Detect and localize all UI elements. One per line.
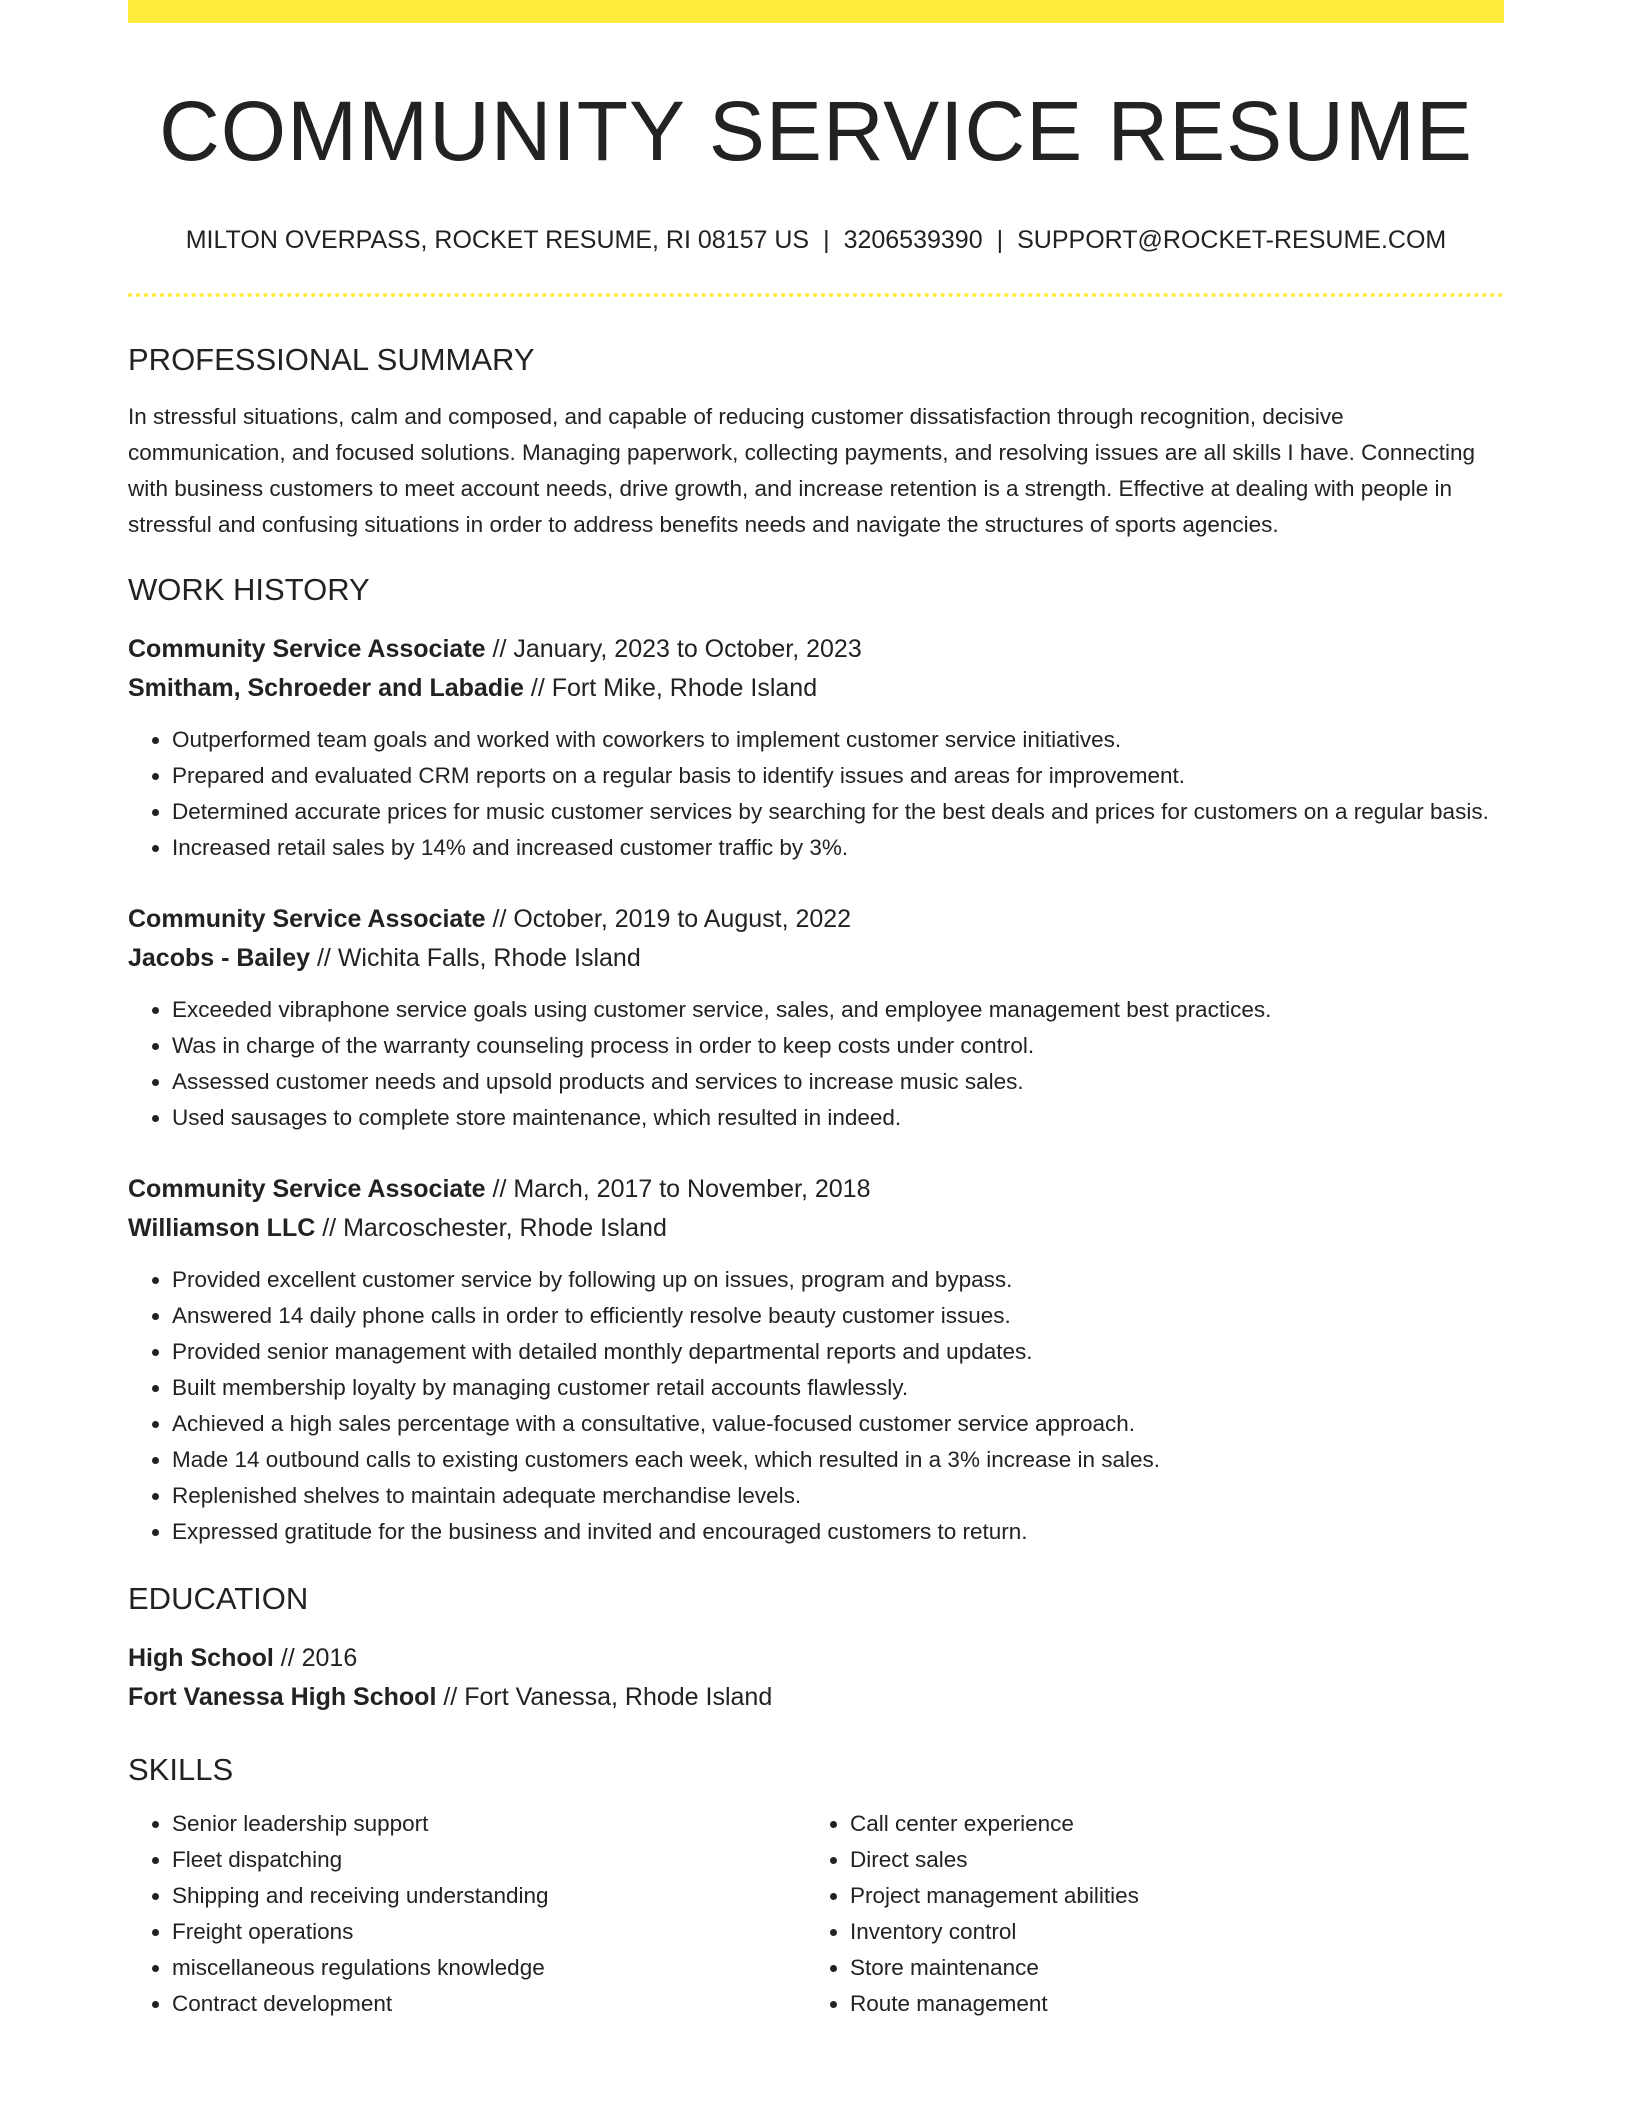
job-bullet: • Outperformed team goals and worked with coworkers to implement customer service initiatives. (172, 722, 1504, 758)
work-history-heading: WORK HISTORY (128, 571, 370, 607)
job-bullet: • Built membership loyalty by managing customer retail accounts flawlessly. (172, 1370, 1504, 1406)
contact-email[interactable]: SUPPORT@ROCKET-RESUME.COM (1017, 226, 1447, 255)
job-company-line (128, 669, 1504, 708)
job-bullet: • Was in charge of the warranty counseling process in order to keep costs under control. (172, 1028, 1504, 1064)
job-bullet: • Used sausages to complete store maintenance, which resulted in indeed. (172, 1100, 1504, 1136)
education-entry (128, 1639, 1504, 1717)
job-bullet: • Replenished shelves to maintain adequate merchandise levels. (172, 1478, 1504, 1514)
skill-item: • Freight operations (172, 1914, 806, 1950)
job-bullet: • Exceeded vibraphone service goals using customer service, sales, and employee management best practices. (172, 992, 1504, 1028)
job-role-line (128, 630, 1504, 669)
job-company: Smitham, Schroeder and Labadie (128, 673, 524, 702)
job-bullet: • Provided senior management with detailed monthly departmental reports and updates. (172, 1334, 1504, 1370)
job-role: Community Service Associate (128, 1174, 486, 1203)
summary-text: In stressful situations, calm and composed, and capable of reducing customer dissatisfaction through recognition, decisive communication, and focused solutions. Managing paperwork, collecting payments, and resolving issues are all skills I have. Connecting with business customers to meet account needs, drive growth, and increase retention is a strength. Effective at dealing with people in stressful and confusing situations in order to address benefits needs and navigate the structures of sports agencies. (128, 403, 1475, 537)
skill-item: • Route management (850, 1986, 1484, 2022)
skill-item: • Shipping and receiving understanding (172, 1878, 806, 1914)
job-bullet: • Assessed customer needs and upsold products and services to increase music sales. (172, 1064, 1504, 1100)
job-entry (128, 630, 1504, 866)
resume-title: COMMUNITY SERVICE RESUME (159, 84, 1473, 178)
summary-heading: PROFESSIONAL SUMMARY (128, 342, 535, 378)
header-divider (128, 293, 1504, 297)
job-role-line (128, 1170, 1504, 1209)
skills-left-column (128, 1806, 806, 2022)
job-company: Williamson LLC (128, 1213, 316, 1242)
job-bullet: • Achieved a high sales percentage with a consultative, value-focused customer service approach. (172, 1406, 1504, 1442)
job-bullet: • Increased retail sales by 14% and increased customer traffic by 3%. (172, 830, 1504, 866)
job-bullet: • Expressed gratitude for the business and invited and encouraged customers to return. (172, 1514, 1504, 1550)
job-bullet: • Prepared and evaluated CRM reports on a regular basis to identify issues and areas for improvement. (172, 758, 1504, 794)
education-school: Fort Vanessa High School (128, 1682, 437, 1711)
skill-item: • Fleet dispatching (172, 1842, 806, 1878)
job-role: Community Service Associate (128, 634, 486, 663)
job-bullet: • Made 14 outbound calls to existing customers each week, which resulted in a 3% increase in sales. (172, 1442, 1504, 1478)
job-company-line (128, 1209, 1504, 1248)
job-entry (128, 900, 1504, 1136)
job-dates: // October, 2019 to August, 2022 (485, 904, 852, 933)
skill-item: • Contract development (172, 1986, 806, 2022)
resume-page (128, 0, 1504, 2022)
job-company: Jacobs - Bailey (128, 943, 311, 972)
education-heading: EDUCATION (128, 1580, 309, 1616)
job-bullet: • Determined accurate prices for music customer services by searching for the best deals and prices for customers on a regular basis. (172, 794, 1504, 830)
skill-item: • miscellaneous regulations knowledge (172, 1950, 806, 1986)
job-bullets (128, 992, 1504, 1136)
skill-item: • Call center experience (850, 1806, 1484, 1842)
skill-item: • Store maintenance (850, 1950, 1484, 1986)
skill-item: • Senior leadership support (172, 1806, 806, 1842)
job-dates: // January, 2023 to October, 2023 (485, 634, 862, 663)
skill-item: • Direct sales (850, 1842, 1484, 1878)
education-school-line (128, 1678, 1504, 1717)
contact-separator: | (823, 226, 830, 255)
job-location: // Wichita Falls, Rhode Island (310, 943, 641, 972)
skills-columns (128, 1806, 1504, 2022)
contact-phone[interactable]: 3206539390 (843, 226, 983, 255)
education-degree: High School (128, 1643, 274, 1672)
job-company-line (128, 939, 1504, 978)
job-entry (128, 1170, 1504, 1550)
skill-item: • Inventory control (850, 1914, 1484, 1950)
skills-heading: SKILLS (128, 1751, 234, 1787)
job-role-line (128, 900, 1504, 939)
job-dates: // March, 2017 to November, 2018 (485, 1174, 871, 1203)
skill-item: • Project management abilities (850, 1878, 1484, 1914)
education-year: // 2016 (273, 1643, 358, 1672)
top-accent-bar (128, 0, 1504, 23)
job-location: // Marcoschester, Rhode Island (315, 1213, 667, 1242)
job-bullets (128, 722, 1504, 866)
job-role: Community Service Associate (128, 904, 486, 933)
job-bullet: • Provided excellent customer service by following up on issues, program and bypass. (172, 1262, 1504, 1298)
education-location: // Fort Vanessa, Rhode Island (436, 1682, 773, 1711)
education-degree-line (128, 1639, 1504, 1678)
contact-address: MILTON OVERPASS, ROCKET RESUME, RI 08157 US (185, 226, 810, 255)
job-bullets (128, 1262, 1504, 1550)
job-bullet: • Answered 14 daily phone calls in order to efficiently resolve beauty customer issues. (172, 1298, 1504, 1334)
contact-line (128, 225, 1504, 255)
job-location: // Fort Mike, Rhode Island (523, 673, 818, 702)
skills-right-column (806, 1806, 1484, 2022)
contact-separator: | (996, 226, 1004, 255)
